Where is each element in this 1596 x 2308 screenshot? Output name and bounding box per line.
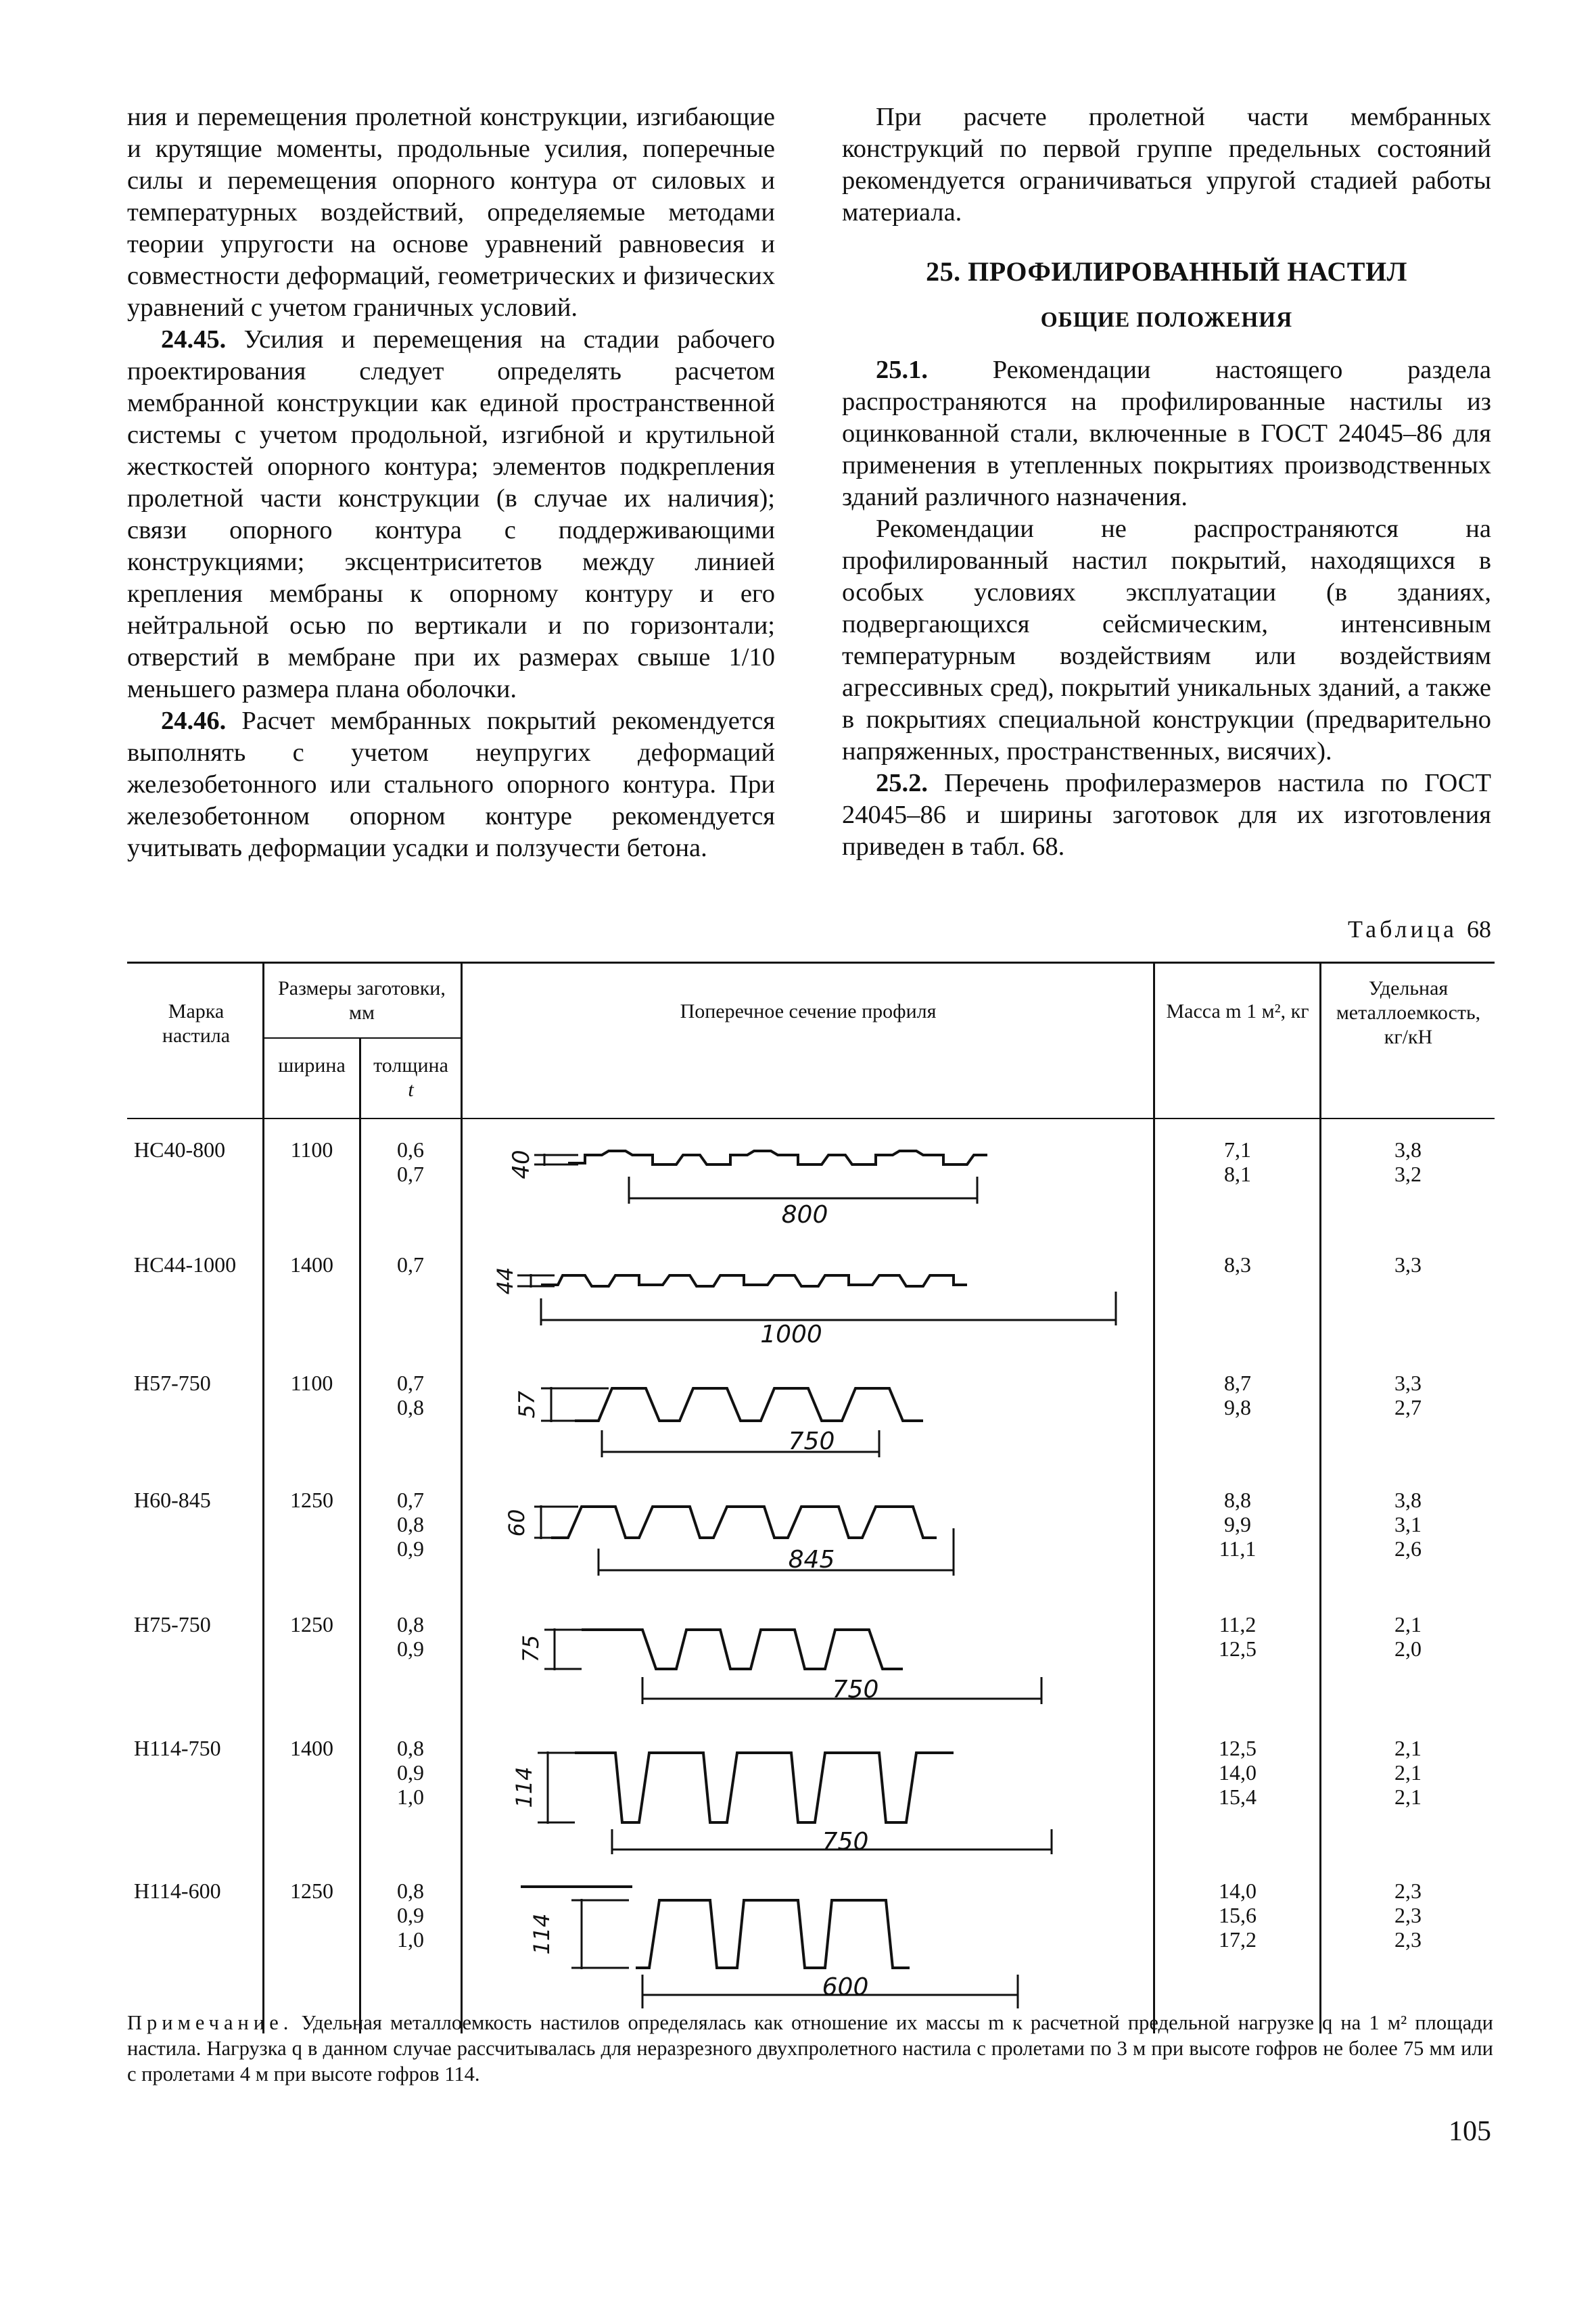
cell-value: 11,2 bbox=[1219, 1612, 1257, 1636]
table-header-rule bbox=[127, 1118, 1495, 1119]
profile-section-n114-750 bbox=[511, 1731, 1136, 1860]
span-label: 600 bbox=[822, 1973, 869, 2001]
cell-mass bbox=[1158, 1736, 1317, 1809]
cell-specific bbox=[1324, 1736, 1492, 1809]
cell-width: 1250 bbox=[290, 1879, 333, 1903]
cell-specific bbox=[1324, 1137, 1492, 1186]
paragraph-24-45 bbox=[127, 324, 775, 705]
cell-value: 8,1 bbox=[1224, 1162, 1251, 1186]
height-label: 40 bbox=[508, 1150, 535, 1179]
height-dimension bbox=[534, 1154, 578, 1166]
height-dimension bbox=[538, 1751, 575, 1824]
cell-mass bbox=[1158, 1879, 1317, 1952]
page-number: 105 bbox=[1449, 2116, 1491, 2147]
cell-value: 2,3 bbox=[1394, 1927, 1422, 1952]
paragraph: Рекомендации не распространяются на профилированный настил покрытий, находящихся в особых условиях эксплуатации (в зданиях, подвергающихся сейсмическим, интенсивным температурным воздействиям или воздействиям агрессивных сред), покрытий уникальных зданий, а также в покрытиях специальной конструкции (предварительно напряженных, пространственных, висячих). bbox=[842, 515, 1491, 766]
span-label: 845 bbox=[788, 1546, 835, 1574]
cell-value: 0,8 bbox=[397, 1395, 424, 1419]
cell-value: 2,1 bbox=[1394, 1760, 1422, 1785]
paragraph-24-46 bbox=[127, 705, 775, 864]
profile-outline bbox=[575, 1388, 923, 1421]
span-dimension bbox=[541, 1292, 1116, 1325]
cell-thickness bbox=[362, 1879, 459, 1952]
header-mass: Масса m 1 м², кг bbox=[1166, 1000, 1309, 1022]
clause-number: 25.2. bbox=[876, 769, 928, 797]
clause-number: 25.1. bbox=[876, 356, 928, 384]
cell-specific bbox=[1324, 1488, 1492, 1561]
paragraph-text: Перечень профилеразмеров настила по ГОСТ 24045–86 и ширины заготовок для их изготовления приведен в табл. 68. bbox=[842, 769, 1491, 861]
right-column bbox=[842, 101, 1491, 863]
profile-section-n114-600 bbox=[514, 1873, 1136, 2008]
cell-value: 0,9 bbox=[397, 1760, 424, 1785]
profile-section-nc44-1000 bbox=[492, 1251, 1136, 1348]
cell-mark: Н114-600 bbox=[134, 1879, 221, 1903]
cell-value: 0,7 bbox=[397, 1252, 424, 1277]
cell-value: 3,8 bbox=[1394, 1488, 1422, 1512]
cell-thickness bbox=[362, 1371, 459, 1419]
cell-value: 2,3 bbox=[1394, 1879, 1422, 1903]
cell-width: 1100 bbox=[290, 1137, 333, 1162]
cell-specific bbox=[1324, 1879, 1492, 1952]
cell-mark: Н60-845 bbox=[134, 1488, 211, 1512]
header-blank-size: Размеры заготовки, мм bbox=[278, 977, 446, 1024]
cell-value: 1,0 bbox=[397, 1927, 424, 1952]
cell-value: 3,3 bbox=[1394, 1252, 1422, 1277]
cell-value: 8,3 bbox=[1224, 1252, 1251, 1277]
subsection-title: ОБЩИЕ ПОЛОЖЕНИЯ bbox=[1040, 307, 1293, 331]
paragraph-text: Усилия и перемещения на стадии рабочего проектирования следует определять расчетом мембранной конструкции как единой пространственной системы с учетом продольной, изгибной и крутильной жесткостей опорного контура; элементов подкрепления пролетной части конструкции (в случае их наличия); связи опорного контура с поддерживающими конструкциями; эксцентриситетов между линией крепления мембраны к опорному контуру и его нейтральной осью по вертикали и по горизонтали; отверстий в мембране при их размерах свыше 1/10 меньшего размера плана оболочки. bbox=[127, 325, 775, 703]
cell-value: 2,7 bbox=[1394, 1395, 1422, 1419]
cell-value: 2,0 bbox=[1394, 1636, 1422, 1661]
cell-thickness bbox=[362, 1612, 459, 1661]
cell-value: 0,9 bbox=[397, 1636, 424, 1661]
height-label: 114 bbox=[529, 1913, 555, 1955]
span-label: 750 bbox=[788, 1428, 835, 1455]
table-column-rule bbox=[1153, 962, 1155, 2033]
cell-value: 2,1 bbox=[1394, 1612, 1422, 1636]
left-column bbox=[127, 101, 775, 864]
table-caption bbox=[1348, 915, 1491, 943]
cell-value: 0,7 bbox=[397, 1162, 424, 1186]
cell-value: 8,7 bbox=[1224, 1371, 1251, 1395]
cell-value: 2,3 bbox=[1394, 1903, 1422, 1927]
cell-value: 7,1 bbox=[1224, 1137, 1251, 1162]
span-label: 750 bbox=[822, 1828, 869, 1856]
cell-width: 1400 bbox=[290, 1252, 333, 1277]
cell-value: 11,1 bbox=[1219, 1536, 1257, 1561]
cell-mark: НС44-1000 bbox=[134, 1252, 237, 1277]
paragraph-25-2 bbox=[842, 768, 1491, 863]
paragraph-text: Рекомендации настоящего раздела распространяются на профилированные настилы из оцинкованной стали, включенные в ГОСТ 24045–86 для применения в утепленных покрытиях производственных зданий различного назначения. bbox=[842, 356, 1491, 511]
cell-mark: Н114-750 bbox=[134, 1736, 221, 1760]
profile-outline bbox=[582, 1630, 903, 1669]
note-label: Примечание. bbox=[127, 2011, 294, 2034]
cell-value: 0,7 bbox=[397, 1371, 424, 1395]
cell-width: 1100 bbox=[290, 1371, 333, 1395]
header-mark: Марка настила bbox=[162, 1000, 231, 1047]
cell-value: 14,0 bbox=[1219, 1760, 1257, 1785]
cell-value: 2,1 bbox=[1394, 1736, 1422, 1760]
cell-mass bbox=[1158, 1137, 1317, 1186]
cell-value: 3,1 bbox=[1394, 1512, 1422, 1536]
cell-value: 3,2 bbox=[1394, 1162, 1422, 1186]
cell-thickness bbox=[362, 1252, 459, 1277]
cell-value: 0,9 bbox=[397, 1903, 424, 1927]
cell-thickness bbox=[362, 1736, 459, 1809]
header-thickness-label: толщина bbox=[373, 1054, 448, 1077]
cell-value: 15,6 bbox=[1219, 1903, 1257, 1927]
cell-value: 1,0 bbox=[397, 1785, 424, 1809]
cell-value: 0,8 bbox=[397, 1512, 424, 1536]
table-note bbox=[127, 2010, 1493, 2087]
paragraph: ния и перемещения пролетной конструкции, изгибающие и крутящие моменты, продольные усилия, поперечные силы и перемещения опорного контура от силовых и температурных воздействий, определяемые методами теории упругости на основе уравнений равновесия и совместности деформаций, геометрических и физических уравнений с учетом граничных условий. bbox=[127, 103, 775, 322]
cell-width: 1400 bbox=[290, 1736, 333, 1760]
cell-mass bbox=[1158, 1252, 1317, 1277]
height-label: 44 bbox=[492, 1267, 518, 1295]
cell-mass bbox=[1158, 1488, 1317, 1561]
profile-outline bbox=[575, 1753, 954, 1822]
profile-outline bbox=[568, 1151, 987, 1164]
paragraph: При расчете пролетной части мембранных конструкций по первой группе предельных состояний рекомендуется ограничиваться упругой стадией работы материала. bbox=[842, 103, 1491, 227]
note-text: Удельная металлоемкость настилов определялась как отношение их массы m к расчетной предельной нагрузке q на 1 м² площади настила. Нагрузка q в данном случае рассчитывалась для неразрезного двухпролетного настила с пролетами по 3 м при высоте гофров не более 75 мм или с пролетами 4 м при высоте гофров 114. bbox=[127, 2011, 1493, 2086]
header-thickness-symbol: t bbox=[408, 1079, 414, 1101]
cell-value: 9,8 bbox=[1224, 1395, 1251, 1419]
header-specific: Удельная металлоемкость, кг/кН bbox=[1336, 977, 1481, 1048]
cell-value: 17,2 bbox=[1219, 1927, 1257, 1952]
profile-section-nc40-800 bbox=[508, 1136, 1136, 1229]
header-width: ширина bbox=[278, 1054, 346, 1077]
section-title: 25. ПРОФИЛИРОВАННЫЙ НАСТИЛ bbox=[926, 256, 1407, 287]
span-label: 1000 bbox=[760, 1321, 822, 1348]
profile-section-n75-750 bbox=[514, 1609, 1136, 1718]
cell-mark: НС40-800 bbox=[134, 1137, 226, 1162]
table-column-rule bbox=[1319, 962, 1321, 2033]
height-dimension bbox=[517, 1274, 555, 1288]
cell-mark: Н75-750 bbox=[134, 1612, 211, 1636]
height-dimension bbox=[534, 1505, 578, 1539]
header-section: Поперечное сечение профиля bbox=[680, 1000, 937, 1022]
paragraph-text: Расчет мембранных покрытий рекомендуется выполнять с учетом неупругих деформаций железобетонного или стального опорного контура. При железобетонном опорном контуре рекомендуется учитывать деформации усадки и ползучести бетона. bbox=[127, 707, 775, 862]
cell-value: 15,4 bbox=[1219, 1785, 1257, 1809]
cell-value: 0,8 bbox=[397, 1879, 424, 1903]
span-dimension bbox=[602, 1430, 879, 1457]
cell-value: 12,5 bbox=[1219, 1736, 1257, 1760]
profile-section-n60-845 bbox=[504, 1488, 1136, 1589]
cell-width: 1250 bbox=[290, 1612, 333, 1636]
cell-value: 2,6 bbox=[1394, 1536, 1422, 1561]
cell-value: 0,9 bbox=[397, 1536, 424, 1561]
cell-specific bbox=[1324, 1612, 1492, 1661]
cell-value: 0,7 bbox=[397, 1488, 424, 1512]
profile-section-n57-750 bbox=[514, 1369, 1136, 1471]
height-label: 60 bbox=[504, 1509, 530, 1537]
table-sub-rule bbox=[262, 1037, 462, 1039]
cell-mark: Н57-750 bbox=[134, 1371, 211, 1395]
cell-width: 1250 bbox=[290, 1488, 333, 1512]
cell-value: 12,5 bbox=[1219, 1636, 1257, 1661]
table-column-rule bbox=[359, 1037, 361, 2033]
cell-specific bbox=[1324, 1371, 1492, 1419]
span-label: 750 bbox=[832, 1676, 879, 1703]
span-dimension bbox=[598, 1528, 954, 1576]
table-caption-number: 68 bbox=[1467, 916, 1491, 943]
cell-value: 0,6 bbox=[397, 1137, 424, 1162]
table-caption-word: Таблица bbox=[1348, 916, 1457, 943]
cell-value: 0,8 bbox=[397, 1612, 424, 1636]
profile-outline bbox=[551, 1507, 937, 1538]
profile-outline bbox=[541, 1275, 967, 1286]
height-label: 114 bbox=[511, 1766, 537, 1808]
cell-value: 2,1 bbox=[1394, 1785, 1422, 1809]
height-dimension bbox=[541, 1387, 609, 1422]
cell-mass bbox=[1158, 1371, 1317, 1419]
cell-thickness bbox=[362, 1137, 459, 1186]
table-column-rule bbox=[262, 962, 264, 2033]
table-column-rule bbox=[461, 962, 463, 2033]
height-dimension bbox=[544, 1628, 582, 1670]
profile-outline bbox=[636, 1900, 910, 1968]
span-label: 800 bbox=[781, 1201, 828, 1229]
span-dimension bbox=[629, 1177, 977, 1204]
cell-value: 14,0 bbox=[1219, 1879, 1257, 1903]
cell-value: 8,8 bbox=[1224, 1488, 1251, 1512]
clause-number: 24.46. bbox=[161, 707, 227, 735]
table-top-rule bbox=[127, 962, 1495, 964]
cell-mass bbox=[1158, 1612, 1317, 1661]
cell-thickness bbox=[362, 1488, 459, 1561]
clause-number: 24.45. bbox=[161, 325, 227, 354]
cell-value: 0,8 bbox=[397, 1736, 424, 1760]
height-label: 75 bbox=[518, 1634, 544, 1663]
paragraph-25-1 bbox=[842, 354, 1491, 513]
cell-value: 9,9 bbox=[1224, 1512, 1251, 1536]
cell-value: 3,8 bbox=[1394, 1137, 1422, 1162]
height-dimension bbox=[571, 1899, 629, 1969]
cell-specific bbox=[1324, 1252, 1492, 1277]
header-thickness bbox=[362, 1054, 460, 1102]
cell-value: 3,3 bbox=[1394, 1371, 1422, 1395]
height-label: 57 bbox=[514, 1390, 540, 1419]
